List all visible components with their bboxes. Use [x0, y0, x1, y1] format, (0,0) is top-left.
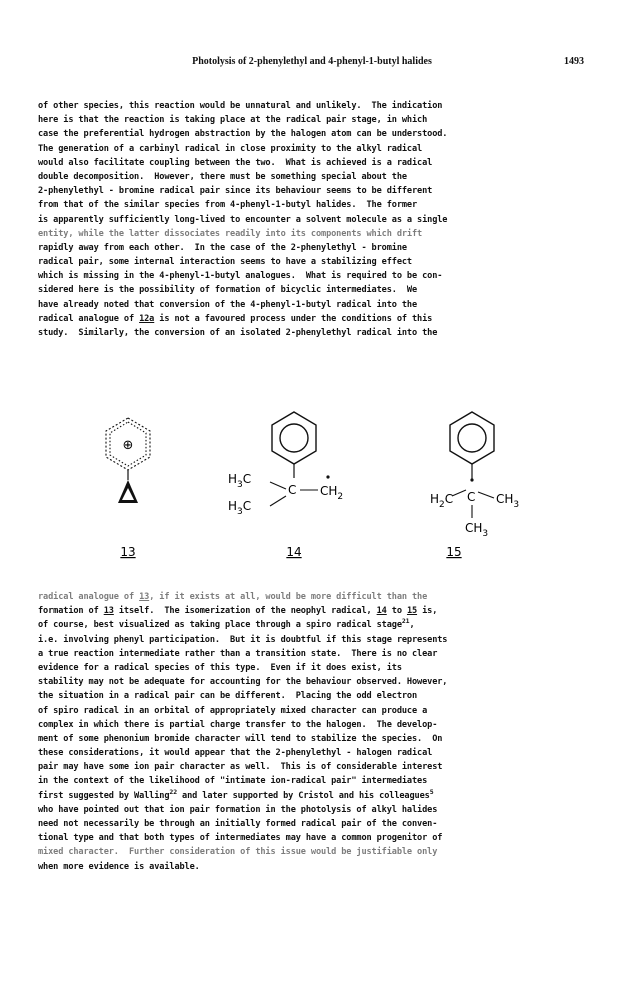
text-line: have already noted that conversion of the 4-phenyl-1-butyl radical into the — [38, 299, 418, 310]
compound-label-13: 13 — [120, 545, 136, 559]
running-title: Photolysis of 2-phenylethyl and 4-phenyl-1-butyl halides — [192, 56, 432, 67]
text-line: sidered here is the possibility of formation of bicyclic intermediates. We — [38, 285, 418, 296]
text-line: of course, best visualized as taking place through a spiro radical stage$^{21}$, — [38, 618, 415, 631]
structure-14 — [222, 410, 372, 570]
structure-13 — [60, 410, 200, 570]
text-line: would also facilitate coupling between the two. What is achieved is a radical — [38, 157, 433, 168]
compound-label-14: 14 — [286, 545, 302, 559]
text-line: is apparently sufficiently long-lived to encounter a solvent molecule as a single — [38, 214, 448, 225]
text-line: when more evidence is available. — [38, 861, 200, 872]
methyl-lower: $H_3C$ — [228, 499, 252, 517]
text-line: a true reaction intermediate rather than a transition state. There is no clear — [38, 648, 438, 659]
cyclopropane-icon — [118, 480, 138, 503]
methylene-group: $CH_2$ — [320, 484, 344, 502]
text-line: case the preferential hydrogen abstraction by the halogen atom can be understood. — [38, 129, 448, 140]
benzene-ring-icon — [272, 412, 316, 464]
text-line: complex in which there is partial charge transfer to the halogen. The develop- — [38, 719, 438, 730]
citation: 21 — [401, 618, 410, 626]
text-line: rapidly away from each other. In the case of the 2-phenylethyl - bromine — [38, 242, 407, 253]
text-line: stability may not be adequate for accounting for the behaviour observed. However, — [38, 677, 448, 688]
text-line: mixed character. Further consideration of this issue would be justifiable only — [38, 847, 438, 858]
methyl-upper: $H_3C$ — [228, 472, 252, 490]
citation: 22 — [169, 788, 177, 796]
text-line: the situation in a radical pair can be different. Placing the odd electron — [38, 691, 418, 702]
text-line: pair may have some ion pair character as well. This is of considerable interest — [38, 762, 443, 773]
compound-ref: 12a — [139, 313, 155, 324]
text-line: of other species, this reaction would be unnatural and unlikely. The indication — [38, 101, 443, 111]
text-line: formation of 13 itself. The isomerization of the neophyl radical, 14 to 15 is, — [38, 606, 438, 617]
text-line: who have pointed out that ion pair formation in the photolysis of alkyl halides — [38, 804, 438, 815]
compound-ref: 13 — [103, 606, 114, 617]
text-line: radical analogue of 13, if it exists at all, would be more difficult than the — [38, 592, 428, 602]
methylene-left: $H_2C$ — [430, 492, 454, 510]
radical-dot — [326, 475, 329, 478]
running-header — [40, 56, 584, 72]
text-line: from that of the similar species from 4-phenyl-1-butyl halides. The former — [38, 200, 418, 211]
text-line: tional type and that both types of intermediates may have a common progenitor of — [38, 833, 443, 844]
text-line: radical analogue of 12a is not a favoured process under the conditions of this — [38, 313, 433, 324]
citation: 5 — [429, 788, 434, 796]
text-line: study. Similarly, the conversion of an isolated 2-phenylethyl radical into the — [38, 328, 438, 338]
text-line: these considerations, it would appear that the 2-phenylethyl - halogen radical — [38, 748, 433, 759]
text-line: need not necessarily be through an initially formed radical pair of the conven- — [38, 819, 438, 829]
text-line: which is missing in the 4-phenyl-1-butyl analogues. What is required to be con- — [38, 271, 443, 282]
benzene-ring-icon — [450, 412, 494, 464]
paragraph-lower — [38, 590, 586, 874]
structure-15 — [410, 410, 560, 570]
positive-charge: ⊕ — [122, 438, 134, 453]
text-line: 2-phenylethyl - bromine radical pair since its behaviour seems to be different — [38, 186, 433, 197]
text-line: entity, while the latter dissociates readily into its components which drift — [38, 228, 423, 239]
compound-ref: 13 — [139, 592, 150, 602]
text-line: ment of some phenonium bromide character will tend to stabilize the species. On — [38, 733, 443, 744]
paragraph-upper — [38, 99, 586, 340]
text-line: The generation of a carbinyl radical in close proximity to the alkyl radical — [38, 143, 423, 154]
text-line: of spiro radical in an orbital of appropriately mixed character can produce a — [38, 705, 428, 716]
text-line: here is that the reaction is taking place at the radical pair stage, in which — [38, 115, 428, 126]
text-line: double decomposition. However, there must be something special about the — [38, 171, 407, 182]
methyl-right: $CH_3$ — [496, 492, 520, 510]
central-carbon: C — [288, 483, 297, 497]
methyl-bottom: $CH_3$ — [465, 521, 489, 539]
compound-ref: 14 — [376, 606, 387, 617]
text-line: in the context of the likelihood of "intimate ion-radical pair" intermediates — [38, 776, 428, 787]
text-line: first suggested by Walling$^{22}$ and later supported by Cristol and his colleagues$^5$ — [38, 788, 434, 801]
central-carbon: C — [467, 490, 476, 504]
compound-ref: 15 — [406, 606, 418, 617]
compound-label-15: 15 — [446, 545, 462, 559]
text-line: evidence for a radical species of this type. Even if it does exist, its — [38, 662, 402, 673]
text-line: i.e. involving phenyl participation. But it is doubtful if this stage represents — [38, 634, 448, 645]
radical-dot — [470, 478, 473, 481]
text-line: radical pair, some internal interaction seems to have a stabilizing effect — [38, 257, 412, 268]
page-number: 1493 — [564, 56, 584, 67]
